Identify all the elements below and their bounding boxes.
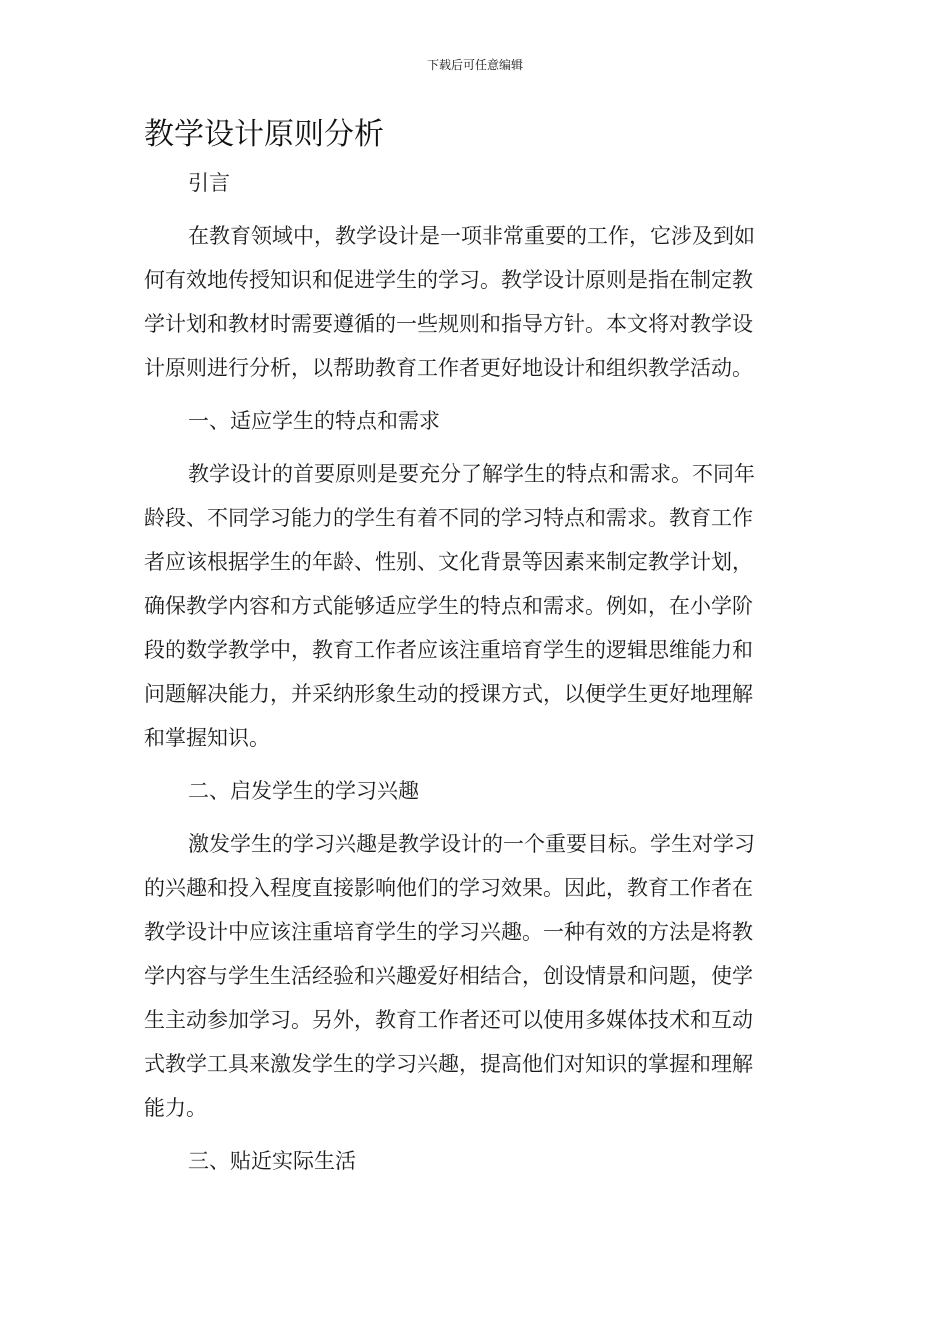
paragraph-line: 能力。 bbox=[144, 1096, 207, 1120]
paragraph-line: 计原则进行分析，以帮助教育工作者更好地设计和组织教学活动。 bbox=[144, 356, 753, 380]
paragraph-line: 式教学工具来激发学生的学习兴趣，提高他们对知识的掌握和理解 bbox=[144, 1052, 753, 1076]
paragraph-line: 者应该根据学生的年龄、性别、文化背景等因素来制定教学计划， bbox=[144, 550, 753, 574]
paragraph-line: 生主动参加学习。另外，教育工作者还可以使用多媒体技术和互动 bbox=[144, 1008, 753, 1032]
section-heading-2: 二、启发学生的学习兴趣 bbox=[188, 779, 419, 803]
intro-paragraph bbox=[144, 214, 800, 390]
section-2-paragraph bbox=[144, 822, 800, 1130]
intro-heading: 引言 bbox=[188, 171, 230, 195]
document-body bbox=[144, 161, 800, 1183]
paragraph-line: 问题解决能力，并采纳形象生动的授课方式，以便学生更好地理解 bbox=[144, 682, 753, 706]
section-heading-1: 一、适应学生的特点和需求 bbox=[188, 409, 440, 433]
paragraph-line: 和掌握知识。 bbox=[144, 726, 270, 750]
paragraph-line: 何有效地传授知识和促进学生的学习。教学设计原则是指在制定教 bbox=[144, 268, 753, 292]
paragraph-line: 段的数学教学中，教育工作者应该注重培育学生的逻辑思维能力和 bbox=[144, 638, 753, 662]
paragraph-line: 确保教学内容和方式能够适应学生的特点和需求。例如，在小学阶 bbox=[144, 594, 753, 618]
paragraph-line: 龄段、不同学习能力的学生有着不同的学习特点和需求。教育工作 bbox=[144, 506, 753, 530]
paragraph-line: 教学设计的首要原则是要充分了解学生的特点和需求。不同年 bbox=[188, 462, 755, 486]
paragraph-line: 教学设计中应该注重培育学生的学习兴趣。一种有效的方法是将教 bbox=[144, 920, 753, 944]
section-1-paragraph bbox=[144, 452, 800, 760]
paragraph-line: 学内容与学生生活经验和兴趣爱好相结合，创设情景和问题，使学 bbox=[144, 964, 753, 988]
paragraph-line: 学计划和教材时需要遵循的一些规则和指导方针。本文将对教学设 bbox=[144, 312, 753, 336]
paragraph-line: 在教育领域中，教学设计是一项非常重要的工作，它涉及到如 bbox=[188, 224, 755, 248]
document-title: 教学设计原则分析 bbox=[144, 117, 384, 152]
paragraph-line: 的兴趣和投入程度直接影响他们的学习效果。因此，教育工作者在 bbox=[144, 876, 753, 900]
section-heading-3: 三、贴近实际生活 bbox=[188, 1149, 356, 1173]
paragraph-line: 激发学生的学习兴趣是教学设计的一个重要目标。学生对学习 bbox=[188, 832, 755, 856]
page-header-note: 下载后可任意编辑 bbox=[426, 58, 523, 72]
